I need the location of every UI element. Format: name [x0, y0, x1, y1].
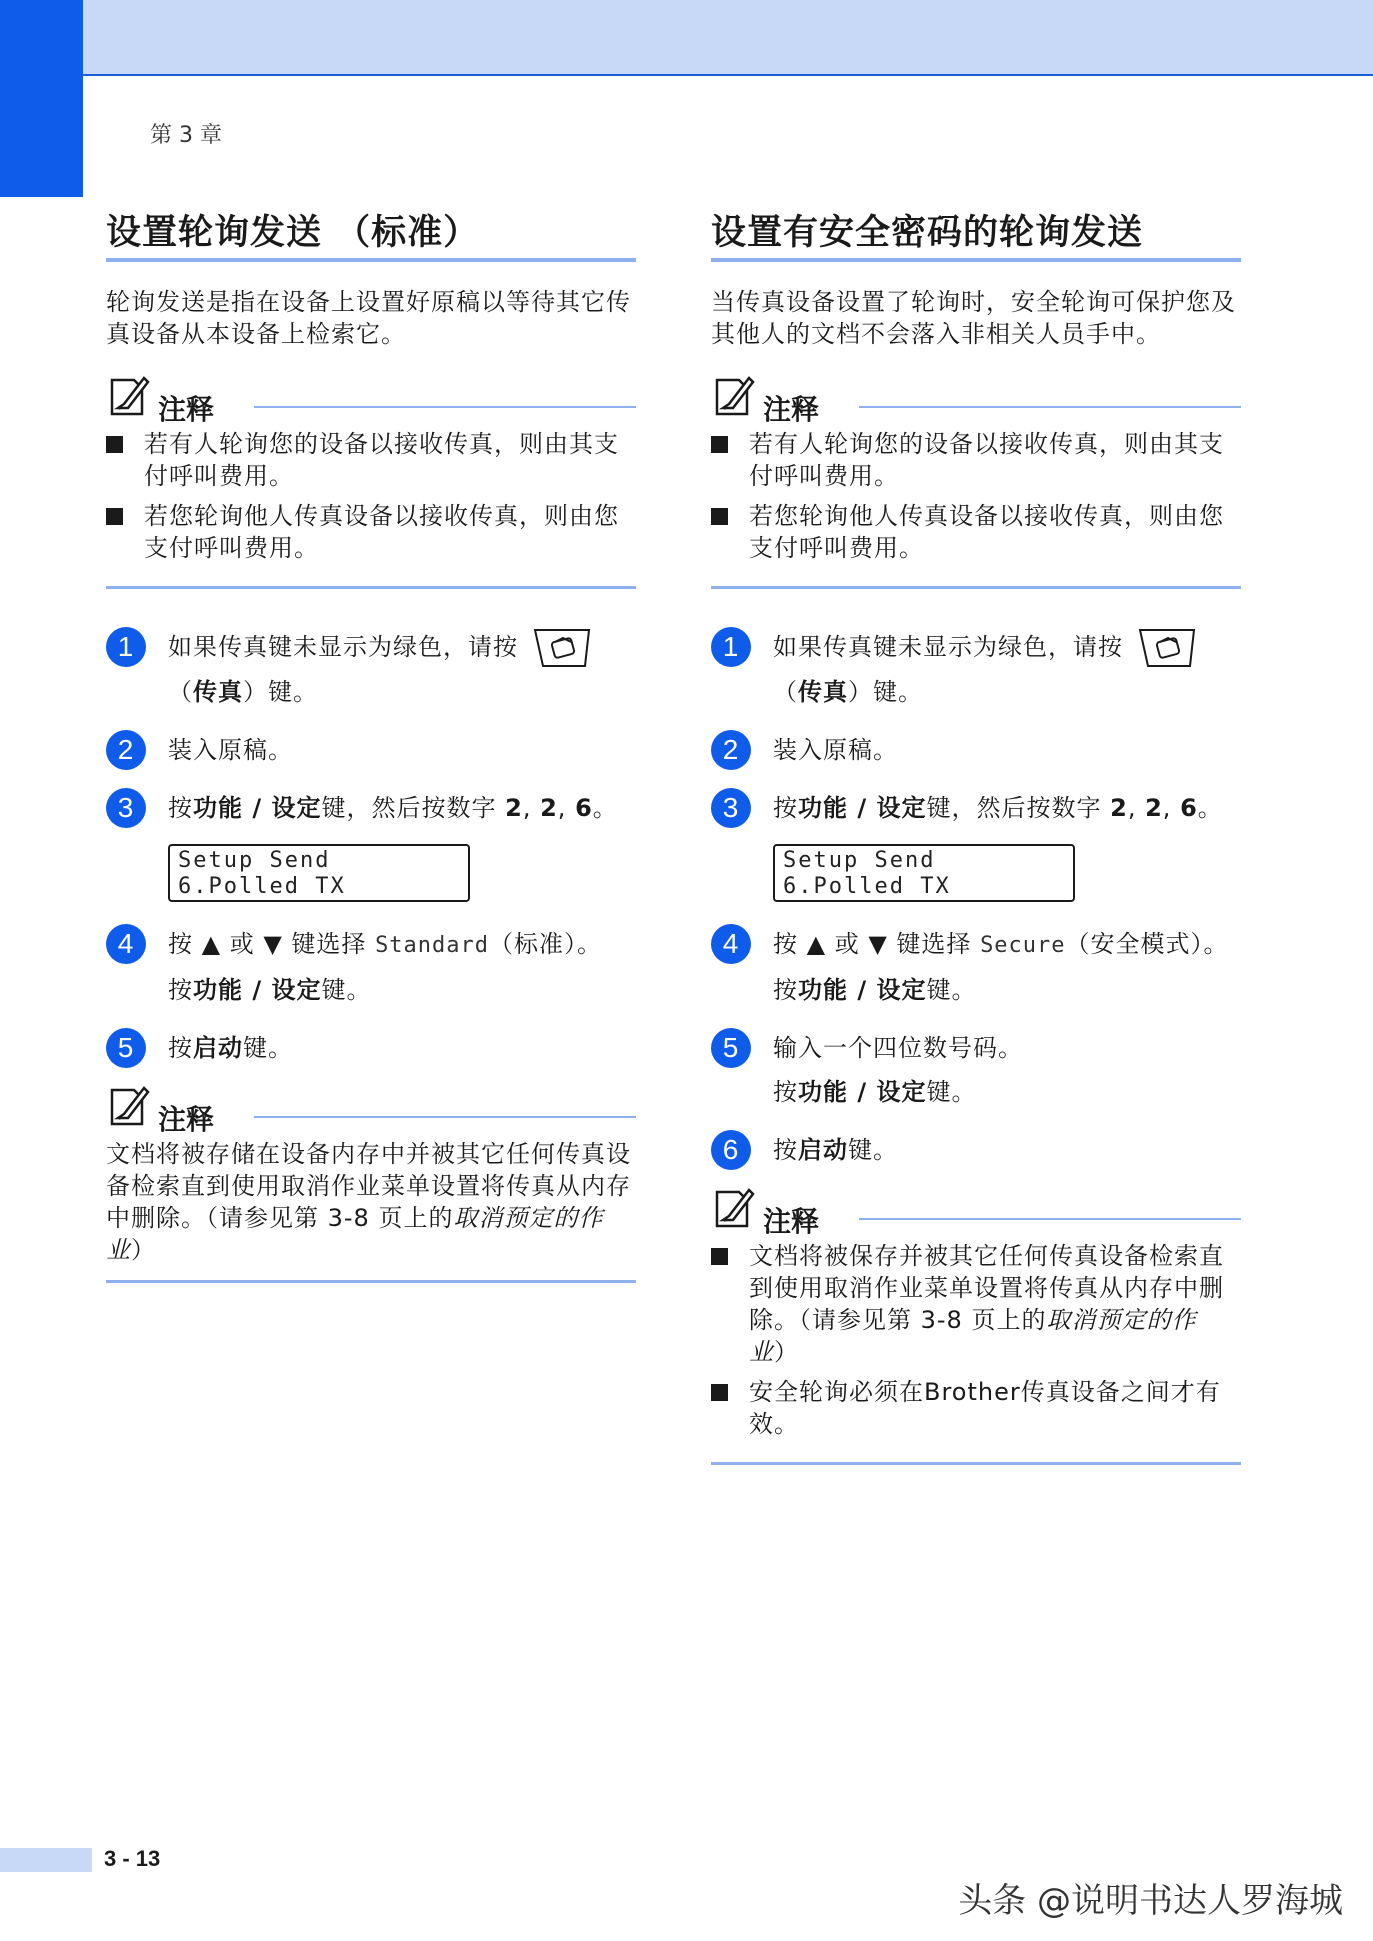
watermark: 头条 @说明书达人罗海城 — [958, 1881, 1343, 1921]
page-number-bar — [0, 1848, 92, 1872]
step-text: 按 — [773, 794, 798, 822]
note-box — [106, 374, 636, 589]
note-item: 若有人轮询您的设备以接收传真，则由其支付呼叫费用。 — [711, 428, 1241, 492]
digit: 2 — [505, 794, 523, 822]
note-item: 安全轮询必须在Brother传真设备之间才有效。 — [711, 1376, 1241, 1440]
step-text: , — [1162, 794, 1181, 822]
digit: 6 — [1180, 794, 1198, 822]
step-text: 如果传真键未显示为绿色，请按 — [168, 633, 518, 661]
step-text: , — [1127, 794, 1146, 822]
digit: 2 — [540, 794, 558, 822]
section-intro: 轮询发送是指在设备上设置好原稿以等待其它传真设备从本设备上检索它。 — [106, 288, 631, 348]
step-text: 。 — [592, 794, 618, 822]
lcd-option: Secure — [980, 933, 1066, 958]
step-number-badge: 5 — [106, 1028, 146, 1068]
step-text: 装入原稿。 — [168, 736, 293, 764]
step-number-badge: 6 — [711, 1130, 751, 1170]
step-text: 键。 — [243, 1034, 293, 1062]
lcd-display — [773, 844, 1075, 902]
step-text: , — [522, 794, 541, 822]
note-box — [711, 374, 1241, 589]
step-4 — [711, 922, 1241, 1012]
step-text: 按 ▲ 或 ▼ 键选择 — [773, 930, 981, 958]
note-text: ） — [774, 1338, 799, 1366]
note-text: ） — [131, 1236, 156, 1264]
step-5 — [106, 1026, 636, 1070]
note-pencil-icon — [713, 1186, 755, 1230]
note-rule — [859, 406, 1241, 408]
note-header — [106, 374, 636, 424]
note-body — [106, 1138, 636, 1283]
step-number-badge: 3 — [106, 788, 146, 828]
step-number-badge: 3 — [711, 788, 751, 828]
note-pencil-icon — [713, 374, 755, 418]
lcd-line: Setup Send — [178, 848, 331, 873]
step-text: （ — [168, 678, 193, 706]
step-text: 键，然后按数字 — [321, 794, 506, 822]
step-text: 装入原稿。 — [773, 736, 898, 764]
step-number-badge: 4 — [711, 924, 751, 964]
step-text: （标准）。 — [489, 930, 603, 958]
step-text: 键。 — [926, 976, 977, 1004]
note-rule — [254, 1116, 636, 1118]
note-item: 若有人轮询您的设备以接收传真，则由其支付呼叫费用。 — [106, 428, 636, 492]
note-pencil-icon — [108, 1084, 150, 1128]
note-item: 若您轮询他人传真设备以接收传真，则由您支付呼叫费用。 — [711, 500, 1241, 564]
step-text: ）键。 — [848, 678, 923, 706]
note-pencil-icon — [108, 374, 150, 418]
note-text: 文档将被存储在设备内存中并被其它任何传真设备检索直到使用取消作业菜单设置将传真从内存中删除。（请参见第 3-8 页上的 — [106, 1140, 631, 1232]
lcd-line: 6.Polled TX — [178, 874, 346, 899]
digit: 2 — [1110, 794, 1128, 822]
step-3 — [106, 786, 636, 830]
step-text: 按 — [168, 794, 193, 822]
lcd-display — [168, 844, 470, 902]
step-text: 如果传真键未显示为绿色，请按 — [773, 633, 1123, 661]
step-text: 按 ▲ 或 ▼ 键选择 — [168, 930, 376, 958]
digit: 6 — [575, 794, 593, 822]
step-text: 键。 — [321, 976, 372, 1004]
step-6 — [711, 1128, 1241, 1172]
note-label: 注释 — [763, 1205, 820, 1238]
menu-key-name: 功能 / 设定 — [193, 976, 322, 1004]
note-paragraph — [106, 1138, 636, 1266]
step-text: 按 — [168, 976, 193, 1004]
step-number-badge: 2 — [106, 730, 146, 770]
menu-key-name: 功能 / 设定 — [193, 794, 322, 822]
step-1 — [711, 625, 1241, 714]
section-title: 设置轮询发送 （标准） — [106, 208, 636, 262]
note-label: 注释 — [763, 393, 820, 426]
step-number-badge: 5 — [711, 1028, 751, 1068]
menu-key-name: 功能 / 设定 — [798, 976, 927, 1004]
step-number-badge: 1 — [711, 627, 751, 667]
step-3 — [711, 786, 1241, 830]
note-item: 若您轮询他人传真设备以接收传真，则由您支付呼叫费用。 — [106, 500, 636, 564]
step-text: ）键。 — [243, 678, 318, 706]
step-text: 。 — [1197, 794, 1223, 822]
digit: 2 — [1145, 794, 1163, 822]
note-box — [106, 1084, 636, 1283]
step-text: 按 — [773, 1136, 798, 1164]
note-header — [711, 1186, 1241, 1236]
section-intro: 当传真设备设置了轮询时，安全轮询可保护您及其他人的文档不会落入非相关人员手中。 — [711, 288, 1236, 348]
note-body — [711, 428, 1241, 589]
step-text: 按 — [773, 1078, 798, 1106]
step-text: 键，然后按数字 — [926, 794, 1111, 822]
step-text: 键。 — [926, 1078, 977, 1106]
menu-key-name: 功能 / 设定 — [798, 794, 927, 822]
fax-key-icon — [533, 626, 593, 670]
step-text: 按 — [773, 976, 798, 1004]
note-header — [711, 374, 1241, 424]
step-text: 键。 — [848, 1136, 898, 1164]
cross-reference-link[interactable]: 取消预定的作业 — [749, 1306, 1197, 1366]
cross-reference-link[interactable]: 取消预定的作业 — [106, 1204, 604, 1264]
start-key-name: 启动 — [798, 1136, 848, 1164]
note-rule — [859, 1218, 1241, 1220]
menu-key-name: 功能 / 设定 — [798, 1078, 927, 1106]
step-2 — [106, 728, 636, 772]
page-number: 3 - 13 — [104, 1846, 161, 1871]
step-text: （ — [773, 678, 798, 706]
step-number-badge: 4 — [106, 924, 146, 964]
note-text: 文档将被保存并被其它任何传真设备检索直到使用取消作业菜单设置将传真从内存中删除。（请参见第 3-8 页上的 — [749, 1242, 1224, 1334]
step-text: , — [557, 794, 576, 822]
chapter-label: 第 3 章 — [150, 123, 222, 148]
lcd-line: Setup Send — [783, 848, 936, 873]
step-number-badge: 1 — [106, 627, 146, 667]
step-list — [711, 625, 1241, 1172]
note-box — [711, 1186, 1241, 1465]
step-text: 按 — [168, 1034, 193, 1062]
step-text: 输入一个四位数号码。 — [773, 1034, 1023, 1062]
section-title: 设置有安全密码的轮询发送 — [711, 208, 1241, 262]
right-column — [711, 208, 1241, 1465]
step-list — [106, 625, 636, 1070]
lcd-line: 6.Polled TX — [783, 874, 951, 899]
start-key-name: 启动 — [193, 1034, 243, 1062]
header-band — [0, 0, 1373, 76]
left-column — [106, 208, 636, 1283]
note-rule — [254, 406, 636, 408]
step-5 — [711, 1026, 1241, 1114]
fax-key-name: 传真 — [798, 678, 848, 706]
note-body — [711, 1240, 1241, 1465]
step-number-badge: 2 — [711, 730, 751, 770]
step-text: （安全模式）。 — [1065, 930, 1229, 958]
note-body — [106, 428, 636, 589]
note-label: 注释 — [158, 1103, 215, 1136]
step-4 — [106, 922, 636, 1012]
lcd-option: Standard — [375, 933, 490, 958]
note-label: 注释 — [158, 393, 215, 426]
fax-key-icon — [1138, 626, 1198, 670]
fax-key-name: 传真 — [193, 678, 243, 706]
note-header — [106, 1084, 636, 1134]
step-2 — [711, 728, 1241, 772]
note-item — [711, 1240, 1241, 1368]
chapter-side-tab — [0, 0, 83, 197]
step-1 — [106, 625, 636, 714]
